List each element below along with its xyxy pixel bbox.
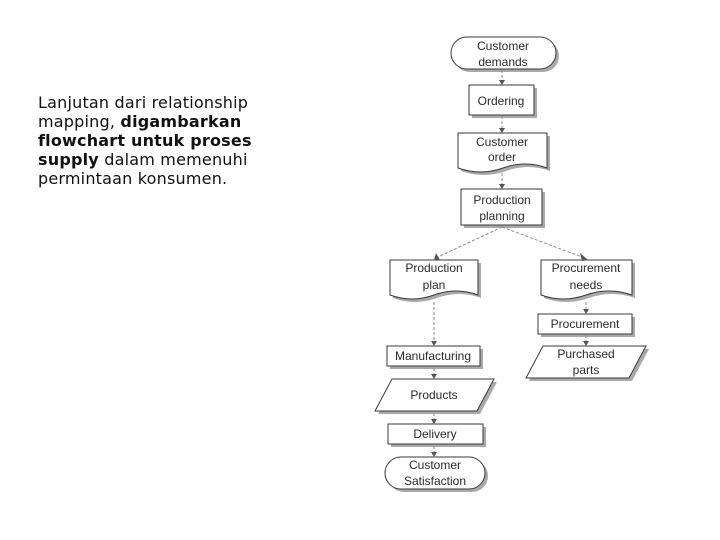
node-production-planning-line2: planning	[479, 209, 525, 223]
intro-text-bold: digambarkan flowchart untuk proses supply	[38, 112, 252, 169]
node-customer-satisfaction-line1: Customer	[408, 458, 462, 472]
node-customer-order-line2: order	[487, 150, 517, 164]
connector-planning-to-procurement-needs	[502, 227, 588, 261]
node-customer-demands	[451, 37, 559, 72]
connector-delivery-to-satisfaction	[431, 446, 437, 457]
node-procurement	[538, 314, 635, 337]
node-production-plan-line2: plan	[422, 278, 446, 292]
node-purchased-parts-line2: parts	[572, 363, 600, 377]
node-products-label: Products	[410, 388, 458, 402]
intro-text-start: Lanjutan dari relationship mapping,	[38, 93, 249, 131]
node-procurement-label: Procurement	[550, 317, 620, 331]
node-customer-demands-line2: demands	[478, 55, 528, 69]
connector-planning-to-production-plan	[434, 227, 502, 260]
node-customer-satisfaction-line2: Satisfaction	[403, 474, 467, 488]
connector-products-to-delivery	[431, 413, 437, 424]
node-manufacturing	[387, 346, 483, 369]
connector-demands-to-ordering	[499, 70, 505, 85]
node-customer-order	[458, 133, 550, 175]
node-procurement-needs-line2: needs	[569, 278, 603, 292]
node-ordering-label: Ordering	[477, 94, 525, 108]
node-delivery-label: Delivery	[413, 427, 457, 441]
connector-manufacturing-to-products	[431, 368, 437, 379]
node-production-planning-line1: Production	[473, 193, 531, 207]
node-customer-demands-line1: Customer	[476, 39, 530, 53]
node-production-plan-line1: Production	[405, 261, 463, 275]
node-procurement-needs	[541, 260, 635, 302]
node-purchased-parts	[526, 346, 649, 381]
node-production-plan	[390, 260, 481, 302]
node-ordering	[469, 85, 537, 118]
node-manufacturing-label: Manufacturing	[394, 349, 472, 363]
node-delivery	[388, 424, 486, 447]
connector-production-plan-to-manufacturing	[431, 302, 437, 346]
node-customer-satisfaction	[385, 457, 488, 492]
connector-procurement-needs-to-procurement	[583, 302, 589, 314]
intro-text-end: dalam memenuhi permintaan konsumen.	[38, 150, 248, 188]
node-procurement-needs-line1: Procurement	[551, 261, 621, 275]
connector-order-to-planning	[499, 173, 505, 189]
connector-ordering-to-order	[499, 116, 505, 133]
node-production-planning	[461, 189, 545, 228]
node-products	[375, 379, 497, 414]
node-purchased-parts-line1: Purchased	[557, 347, 615, 361]
node-customer-order-line1: Customer	[475, 135, 529, 149]
